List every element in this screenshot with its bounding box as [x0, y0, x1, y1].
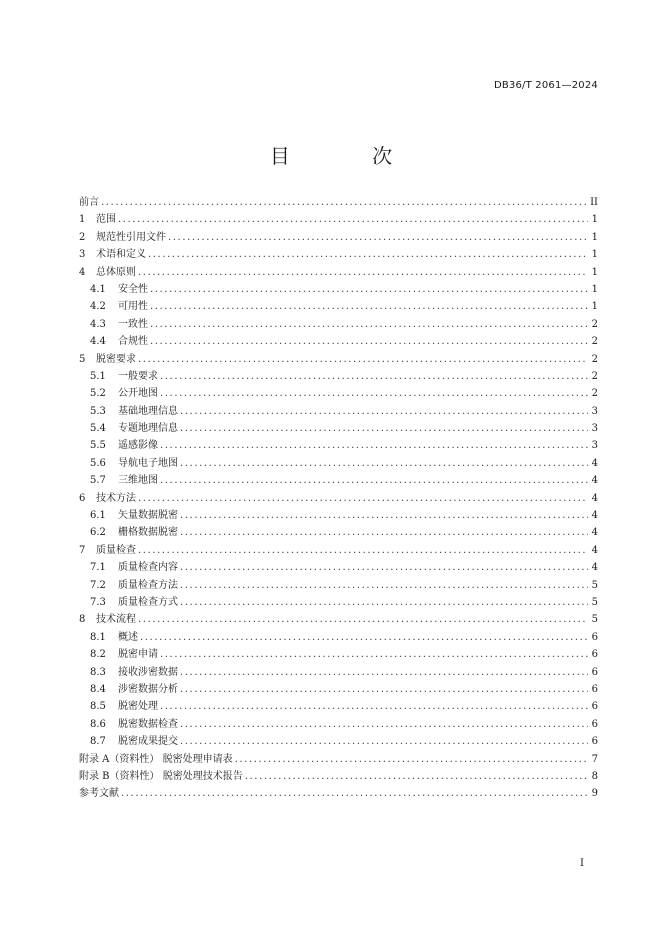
toc-entry-page: 4 — [591, 527, 598, 539]
toc-entry[interactable] — [79, 316, 598, 333]
toc-leader-dots — [180, 559, 588, 576]
toc-entry-number: 3 — [79, 249, 86, 261]
toc-entry-label: 规范性引用文件 — [96, 231, 166, 243]
toc-entry-page: 1 — [591, 301, 598, 313]
toc-entry-label: 质量检查方法 — [118, 579, 178, 591]
toc-entry[interactable] — [79, 664, 598, 681]
toc-entry-label: 质量检查方式 — [118, 596, 178, 608]
toc-leader-dots — [150, 333, 588, 350]
toc-entry-page: 6 — [591, 683, 598, 695]
toc-entry-page: 1 — [591, 231, 598, 243]
toc-entry-page: 2 — [591, 370, 598, 382]
toc-entry[interactable] — [79, 594, 598, 611]
toc-entry-page: 1 — [591, 283, 598, 295]
toc-entry[interactable] — [79, 577, 598, 594]
toc-entry-label: 专题地理信息 — [118, 423, 178, 435]
toc-entry-number: 4.4 — [90, 336, 106, 348]
toc-leader-dots — [138, 542, 588, 559]
toc-entry[interactable] — [79, 229, 598, 246]
toc-entry-label: 矢量数据脱密 — [118, 510, 178, 522]
toc-entry-label: 脱密要求 — [96, 353, 136, 365]
toc-leader-dots — [180, 664, 588, 681]
toc-entry[interactable] — [79, 298, 598, 315]
toc-entry-page: 6 — [591, 666, 598, 678]
toc-entry[interactable] — [79, 455, 598, 472]
toc-entry[interactable] — [79, 368, 598, 385]
toc-leader-dots — [150, 298, 588, 315]
toc-entry[interactable] — [79, 681, 598, 698]
toc-entry[interactable] — [79, 211, 598, 228]
toc-leader-dots — [180, 716, 588, 733]
toc-entry-label: 一致性 — [118, 318, 148, 330]
toc-entry-number: 8.2 — [90, 649, 106, 661]
document-code: DB36/T 2061—2024 — [493, 80, 598, 91]
toc-entry-page: 3 — [591, 405, 598, 417]
toc-entry[interactable] — [79, 472, 598, 489]
toc-entry[interactable] — [79, 646, 598, 663]
toc-leader-dots — [180, 455, 588, 472]
toc-leader-dots — [150, 281, 588, 298]
toc-leader-dots — [168, 229, 588, 246]
toc-entry-page: 1 — [591, 249, 598, 261]
toc-entry-number: 5.1 — [90, 370, 106, 382]
toc-entry-number: 8.1 — [90, 631, 106, 643]
toc-entry-label: 质量检查 — [96, 544, 136, 556]
toc-leader-dots — [180, 681, 588, 698]
toc-entry[interactable] — [79, 507, 598, 524]
toc-leader-dots — [138, 264, 588, 281]
toc-leader-dots — [180, 733, 588, 750]
toc-entry-page: 2 — [591, 353, 598, 365]
toc-entry-label: 公开地图 — [118, 388, 158, 400]
toc-entry-number: 8.6 — [90, 718, 106, 730]
toc-entry-label: 合规性 — [118, 336, 148, 348]
toc-entry-number: 1 — [79, 214, 86, 226]
toc-entry-label: 接收涉密数据 — [118, 666, 178, 678]
toc-entry-page: 2 — [591, 318, 598, 330]
toc-entry-page: 1 — [591, 266, 598, 278]
toc-entry[interactable] — [79, 437, 598, 454]
toc-leader-dots — [160, 698, 588, 715]
toc-entry-page: 4 — [591, 544, 598, 556]
toc-entry-page: 2 — [591, 336, 598, 348]
toc-entry-number: 4.3 — [90, 318, 106, 330]
toc-entry-label: 附录 B（资料性） 脱密处理技术报告 — [79, 770, 243, 782]
toc-entry-number: 5.4 — [90, 423, 106, 435]
toc-entry-label: 总体原则 — [96, 266, 136, 278]
toc-entry-page: 4 — [591, 475, 598, 487]
toc-entry-label: 前言 — [79, 197, 99, 208]
toc-entry-page: 5 — [591, 614, 598, 626]
toc-entry-label: 涉密数据分析 — [118, 683, 178, 695]
toc-entry-page: 3 — [591, 423, 598, 435]
toc-leader-dots — [180, 577, 588, 594]
toc-entry-page: 4 — [591, 562, 598, 574]
toc-entry-number: 8.7 — [90, 736, 106, 748]
toc-entry-page: 4 — [591, 457, 598, 469]
toc-leader-dots — [160, 385, 588, 402]
toc-entry-page: 9 — [591, 788, 598, 800]
toc-entry-label: 附录 A（资料性） 脱密处理申请表 — [79, 753, 233, 765]
toc-leader-dots — [235, 751, 588, 768]
toc-entry-number: 6.1 — [90, 510, 106, 522]
toc-leader-dots — [160, 646, 588, 663]
toc-entry[interactable] — [79, 716, 598, 733]
toc-entry-label: 脱密数据检查 — [118, 718, 178, 730]
toc-entry-page: 2 — [591, 388, 598, 400]
toc-entry-page: 6 — [591, 649, 598, 661]
toc-entry-number: 8.5 — [90, 701, 106, 713]
toc-entry[interactable] — [79, 559, 598, 576]
toc-entry-number: 2 — [79, 231, 86, 243]
toc-entry-label: 栅格数据脱密 — [118, 527, 178, 539]
toc-entry-number: 8.4 — [90, 683, 106, 695]
toc-entry-number: 5.5 — [90, 440, 106, 452]
toc-entry-number: 5 — [79, 353, 86, 365]
toc-entry-number: 5.7 — [90, 475, 106, 487]
toc-entry[interactable] — [79, 194, 598, 211]
toc-entry[interactable] — [79, 542, 598, 559]
toc-entry-label: 范围 — [96, 214, 116, 226]
toc-entry-label: 技术流程 — [96, 614, 136, 626]
toc-entry-label: 脱密成果提交 — [118, 736, 178, 748]
toc-entry[interactable] — [79, 785, 598, 802]
toc-entry-label: 基础地理信息 — [118, 405, 178, 417]
toc-entry-label: 脱密处理 — [118, 701, 158, 713]
toc-entry-number: 7.3 — [90, 596, 106, 608]
toc-entry-label: 术语和定义 — [96, 249, 146, 261]
toc-leader-dots — [180, 524, 588, 541]
toc-entry-page: 6 — [591, 701, 598, 713]
toc-entry-page: 5 — [591, 579, 598, 591]
toc-leader-dots — [121, 785, 588, 802]
toc-entry-page: 5 — [591, 596, 598, 608]
toc-entry-number: 5.2 — [90, 388, 106, 400]
toc-leader-dots — [180, 507, 588, 524]
toc-leader-dots — [160, 472, 588, 489]
toc-entry-number: 8 — [79, 614, 86, 626]
toc-entry-number: 6.2 — [90, 527, 106, 539]
toc-entry[interactable] — [79, 611, 598, 628]
toc-entry[interactable] — [79, 524, 598, 541]
toc-entry-label: 遥感影像 — [118, 440, 158, 452]
toc-entry-number: 5.6 — [90, 457, 106, 469]
toc-leader-dots — [138, 611, 588, 628]
toc-entry-number: 7 — [79, 544, 86, 556]
toc-entry[interactable] — [79, 281, 598, 298]
toc-entry-number: 4.1 — [90, 283, 106, 295]
toc-leader-dots — [180, 420, 588, 437]
toc-entry-page: 1 — [591, 214, 598, 226]
toc-leader-dots — [118, 211, 588, 228]
toc-entry-page: 4 — [591, 510, 598, 522]
toc-entry-page: 6 — [591, 631, 598, 643]
toc-leader-dots — [148, 246, 588, 263]
toc-entry-page: 6 — [591, 736, 598, 748]
toc-leader-dots — [180, 403, 588, 420]
toc-entry-number: 7.2 — [90, 579, 106, 591]
toc-entry[interactable] — [79, 490, 598, 507]
toc-entry-label: 可用性 — [118, 301, 148, 313]
toc-entry[interactable] — [79, 629, 598, 646]
toc-entry-page: 7 — [591, 753, 598, 765]
toc-entry[interactable] — [79, 698, 598, 715]
toc-entry-label: 质量检查内容 — [118, 562, 178, 574]
toc-entry[interactable] — [79, 333, 598, 350]
toc-entry[interactable] — [79, 351, 598, 368]
toc-leader-dots — [101, 194, 588, 211]
toc-leader-dots — [245, 768, 588, 785]
toc-entry-page: II — [590, 197, 598, 208]
toc-entry[interactable] — [79, 403, 598, 420]
toc-entry-label: 安全性 — [118, 283, 148, 295]
toc-leader-dots — [138, 490, 588, 507]
toc-entry-number: 8.3 — [90, 666, 106, 678]
toc-entry[interactable] — [79, 751, 598, 768]
page-title: 目 次 — [269, 144, 431, 168]
toc-entry-page: 4 — [591, 492, 598, 504]
toc-leader-dots — [160, 437, 588, 454]
toc-entry[interactable] — [79, 385, 598, 402]
toc-leader-dots — [180, 594, 588, 611]
toc-entry[interactable] — [79, 768, 598, 785]
page-number: I — [580, 858, 584, 869]
toc-entry-label: 一般要求 — [118, 370, 158, 382]
toc-entry-number: 5.3 — [90, 405, 106, 417]
toc-entry-label: 导航电子地图 — [118, 457, 178, 469]
toc-entry[interactable] — [79, 733, 598, 750]
toc-entry[interactable] — [79, 246, 598, 263]
toc-entry[interactable] — [79, 264, 598, 281]
toc-entry-number: 6 — [79, 492, 86, 504]
toc-entry-number: 4 — [79, 266, 86, 278]
toc-leader-dots — [150, 316, 588, 333]
toc-entry-label: 概述 — [118, 631, 138, 643]
toc-entry[interactable] — [79, 420, 598, 437]
toc-entry-label: 三维地图 — [118, 475, 158, 487]
toc-leader-dots — [160, 368, 588, 385]
toc-leader-dots — [138, 351, 588, 368]
table-of-contents — [79, 194, 598, 803]
toc-entry-page: 6 — [591, 718, 598, 730]
toc-entry-page: 3 — [591, 440, 598, 452]
toc-entry-page: 8 — [591, 770, 598, 782]
toc-leader-dots — [140, 629, 588, 646]
toc-entry-number: 4.2 — [90, 301, 106, 313]
toc-entry-label: 参考文献 — [79, 788, 119, 800]
toc-entry-number: 7.1 — [90, 562, 106, 574]
toc-entry-label: 技术方法 — [96, 492, 136, 504]
toc-entry-label: 脱密申请 — [118, 649, 158, 661]
